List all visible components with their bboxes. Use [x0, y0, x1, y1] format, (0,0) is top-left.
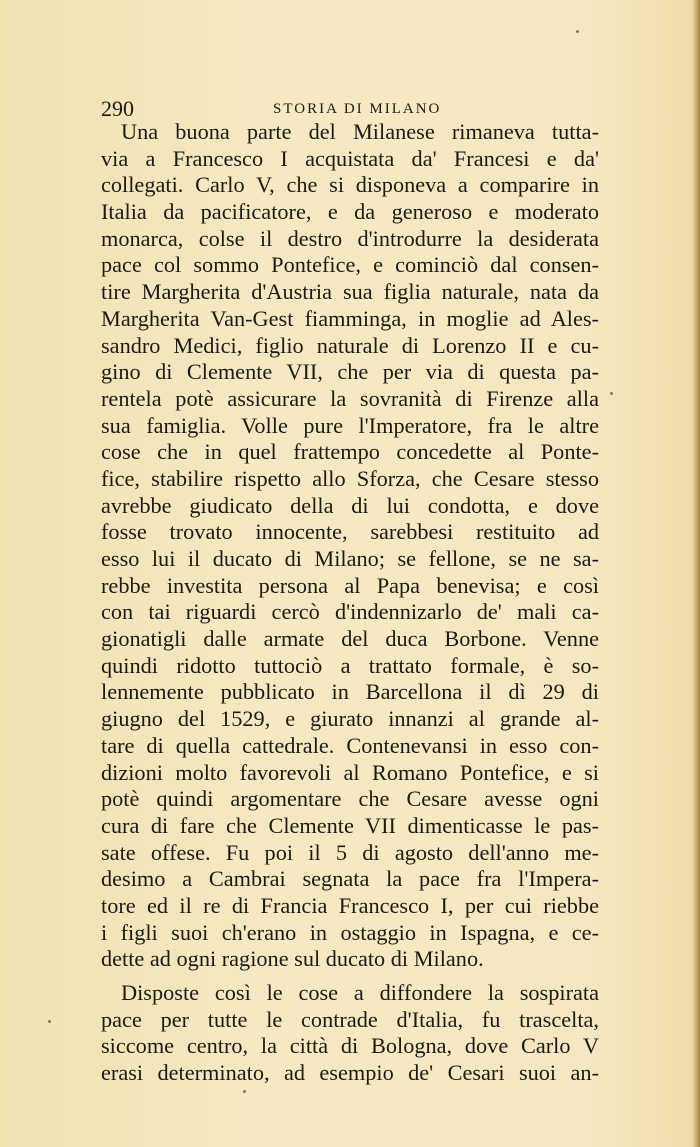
text-line: con tai riguardi cercò d'indennizarlo de' mali ca- [101, 599, 599, 625]
text-line: fice, stabilire rispetto allo Sforza, che Cesare stesso [101, 465, 599, 491]
text-line: potè quindi argomentare che Cesare avesse ogni [101, 786, 599, 812]
text-line: i figli suoi ch'erano in ostaggio in Ispagna, e ce- [101, 919, 599, 945]
text-line: cose che in quel frattempo concedette al Ponte- [101, 439, 599, 465]
paragraph-1 [101, 119, 599, 973]
text-line: giugno del 1529, e giurato innanzi al grande al- [101, 706, 599, 732]
text-line: esso lui il ducato di Milano; se fellone, se ne sa- [101, 546, 599, 571]
running-head [101, 98, 599, 120]
text-line: pace per tutte le contrade d'Italia, fu trascelta, [101, 1006, 599, 1032]
text-line: monarca, colse il destro d'introdurre la desiderata [101, 225, 599, 251]
paper-speck [610, 392, 613, 395]
text-line: fosse trovato innocente, sarebbesi restituito ad [101, 519, 599, 545]
page-number: 290 [101, 96, 134, 121]
paper-speck [243, 1090, 246, 1093]
text-line: erasi determinato, ad esempio de' Cesari suoi an- [101, 1060, 599, 1086]
text-line: rentela potè assicurare la sovranità di Firenze alla [101, 385, 599, 411]
paragraph-2 [101, 980, 599, 1087]
text-line: cura di fare che Clemente VII dimenticasse le pas- [101, 812, 599, 838]
running-title: STORIA DI MILANO [273, 101, 442, 117]
text-line: collegati. Carlo V, che si disponeva a comparire in [101, 172, 599, 198]
text-line: dizioni molto favorevoli al Romano Pontefice, e si [101, 759, 599, 785]
text-line: via a Francesco I acquistata da' Francesi e da' [101, 145, 599, 171]
body-text [101, 119, 599, 1087]
text-line: siccome centro, la città di Bologna, dove Carlo V [101, 1033, 599, 1059]
text-line: Margherita Van-Gest fiamminga, in moglie ad Ales- [101, 305, 599, 331]
text-line: sua famiglia. Volle pure l'Imperatore, fra le altre [101, 412, 599, 438]
text-line: avrebbe giudicato della di lui condotta, e dove [101, 492, 599, 518]
text-line: tore ed il re di Francia Francesco I, per cui riebbe [101, 892, 599, 918]
text-line: Una buona parte del Milanese rimaneva tutta- [121, 119, 599, 144]
text-line: desimo a Cambrai segnata la pace fra l'Impera- [101, 866, 599, 892]
paper-speck [576, 30, 579, 33]
text-line: gino di Clemente VII, che per via di questa pa- [101, 359, 599, 385]
text-line: dette ad ogni ragione sul ducato di Milano. [101, 946, 484, 972]
text-line: lennemente pubblicato in Barcellona il dì 29 di [101, 679, 599, 705]
text-line: pace col sommo Pontefice, e cominciò dal consen- [101, 252, 599, 278]
text-line: rebbe investita persona al Papa benevisa; e così [101, 572, 599, 598]
text-line: tire Margherita d'Austria sua figlia naturale, nata da [101, 279, 599, 305]
page-edge-shadow [692, 0, 700, 1147]
paper-speck [48, 1020, 51, 1023]
text-line: gionatigli dalle armate del duca Borbone. Venne [101, 626, 599, 652]
text-line: sandro Medici, figlio naturale di Lorenzo II e cu- [101, 332, 599, 358]
text-line: quindi ridotto tuttociò a trattato formale, è so- [101, 652, 599, 678]
text-line: Disposte così le cose a diffondere la sospirata [121, 980, 599, 1005]
paragraph-gap [101, 973, 599, 980]
text-line: tare di quella cattedrale. Contenevansi in esso con- [101, 732, 599, 758]
text-line: Italia da pacificatore, e da generoso e moderato [101, 199, 599, 225]
text-line: sate offese. Fu poi il 5 di agosto dell'anno me- [101, 839, 599, 865]
